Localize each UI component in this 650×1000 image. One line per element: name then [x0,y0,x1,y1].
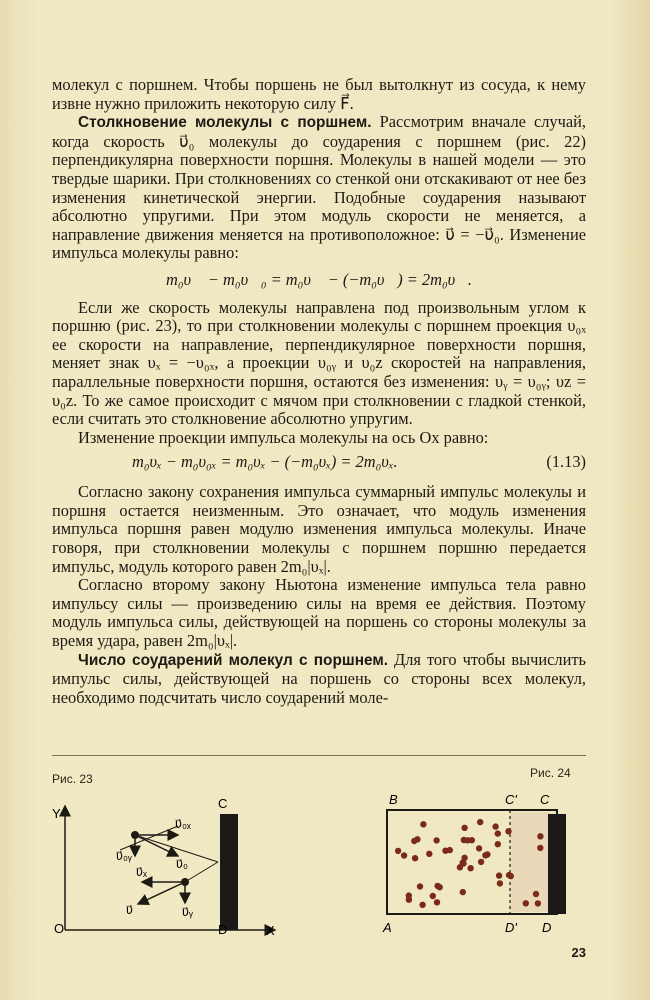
piston [548,814,566,914]
molecule-dot [495,841,501,847]
paragraph-newton: Согласно второму закону Ньютона изменение импульса тела равно импульсу силы — произведению силы на время ее действия. Поэтому модуль импульса силы, действующей на поршень со стороны молекулы за время удара, равен 2m₀|υₓ|. [52,575,586,651]
body-text [52,76,586,707]
molecule-dot [467,865,473,871]
paragraph-count [52,651,586,708]
molecule-dot [461,825,467,831]
molecule-dot [496,872,502,878]
molecule-dot [506,872,512,878]
molecule-dot [406,897,412,903]
y-axis-label: Y [52,806,61,821]
formula-projection: m₀υₓ − m₀υ₀ₓ = m₀υₓ − (−m₀υₓ) = 2m₀υₓ. [132,452,398,472]
v0y-label: υ⃗₀ᵧ [116,849,132,863]
molecule-dot [461,855,467,861]
molecule-dot [497,880,503,886]
molecule-dot [505,828,511,834]
figure-24-caption: Рис. 24 [530,766,571,780]
paragraph-count-text: Для того чтобы вычислить импульс силы, действующей на поршень со стороны всех молекул, необходимо подсчитать число соударений моле- [52,649,587,707]
molecule-dot [395,848,401,854]
molecule-dot [537,833,543,839]
v0x-label: υ⃗₀ₓ [175,817,191,831]
figure-divider [52,755,586,756]
section-heading-count: Число соударений молекул с поршнем. [78,651,389,669]
molecule-dot [430,893,436,899]
molecule-dot [484,851,490,857]
label-c-prime: C' [505,792,517,807]
molecule-dot [442,848,448,854]
molecule-dot [434,899,440,905]
molecule-dot [478,859,484,865]
paragraph-continuation: молекул с поршнем. Чтобы поршень не был вытолкнут из сосуда, к нему извне нужно приложить некоторую силу F⃗. [52,75,586,113]
label-a: A [383,920,392,935]
formula-momentum-change: m₀υ⃗ − m₀υ⃗₀ = m₀υ⃗ − (−m₀υ⃗) = 2m₀υ⃗. [165,269,473,289]
molecule-dot [417,883,423,889]
molecule-dot [476,845,482,851]
molecule-dot [426,851,432,857]
page-number: 23 [571,945,586,960]
label-c: C [540,792,550,807]
figure-23-diagram [30,790,290,940]
piston-wall [220,814,238,930]
molecule-dot [434,883,440,889]
paragraph-collision [52,113,586,263]
paragraph-collision-text: Рассмотрим вначале случай, когда скорость υ⃗₀ молекулы до соударения с поршнем (рис. 22) перпендикулярна поверхности поршня. Молекулы в нашей модели — это твердые шарики. При столкновениях со стенкой они отскакивают от нее без изменения кинетической энергии. Подобные соударения называют абсолютно упругими. При этом модуль скорости не меняется, а направление движения меняется на противоположное: υ⃗ = −υ⃗₀. Изменение импульса молекулы равно: [52,112,586,263]
label-c: C [218,796,228,811]
v0-vector [135,835,178,856]
molecule-dot [492,823,498,829]
molecule-dot [419,902,425,908]
paragraph-arbitrary-angle: Если же скорость молекулы направлена под произвольным углом к поршню (рис. 23), то при столкновении молекулы с поршнем проекция υ₀ₓ ее скорости на направление, перпендикулярное поверхности поршня, меняет знак υₓ = −υ₀ₓ, а проекции υ₀ᵧ и υ₀z скоростей на направления, параллельные поверхности поршня, остаются без изменения: υᵧ = υ₀ᵧ; υz = υ₀z. То же самое происходит с мячом при столкновении с гладкой стенкой, если считать это столкновение абсолютно упругим. [52,297,586,429]
formula-number: (1.13) [546,452,586,472]
v-vector [138,882,185,904]
molecule-dot [464,837,470,843]
vx-label: υ⃗ₓ [136,865,147,879]
figure-23-caption: Рис. 23 [52,772,93,786]
molecule-dot [535,900,541,906]
molecule-dot [537,845,543,851]
v0-label: υ⃗₀ [176,857,188,871]
molecule-dot [460,889,466,895]
label-d: D [542,920,552,935]
molecule-dot [420,821,426,827]
origin-label: O [54,921,65,936]
paragraph-projection: Изменение проекции импульса молекулы на ось Ox равно: [78,427,489,447]
x-axis-label: X [266,923,275,938]
trajectory-out [185,862,218,882]
molecule-dot [433,837,439,843]
thin-layer [510,812,550,912]
formula-projection-row [52,453,586,475]
figure-24-diagram [375,790,595,940]
molecule-dot [495,830,501,836]
label-b: B [389,792,398,807]
molecule-dot [477,819,483,825]
molecule-dot [533,891,539,897]
label-d-prime: D' [505,920,517,935]
paragraph-conservation: Согласно закону сохранения импульса суммарный импульс молекулы и поршня остается неизменным. Это означает, что модуль изменения импульса поршня равен модулю изменения импульса молекулы. Иначе говоря, при столкновении молекулы с поршнем поршню передается импульс, модуль которого равен 2m₀|υₓ|. [52,482,586,576]
molecule-dot [414,836,420,842]
section-heading-collision: Столкновение молекулы с поршнем. [78,114,372,132]
label-d: D [218,922,228,937]
molecule-dot [401,852,407,858]
molecule-dot [412,855,418,861]
vy-label: υ⃗ᵧ [182,905,193,919]
molecule-dot [523,900,529,906]
v-label: υ⃗ [126,903,133,917]
